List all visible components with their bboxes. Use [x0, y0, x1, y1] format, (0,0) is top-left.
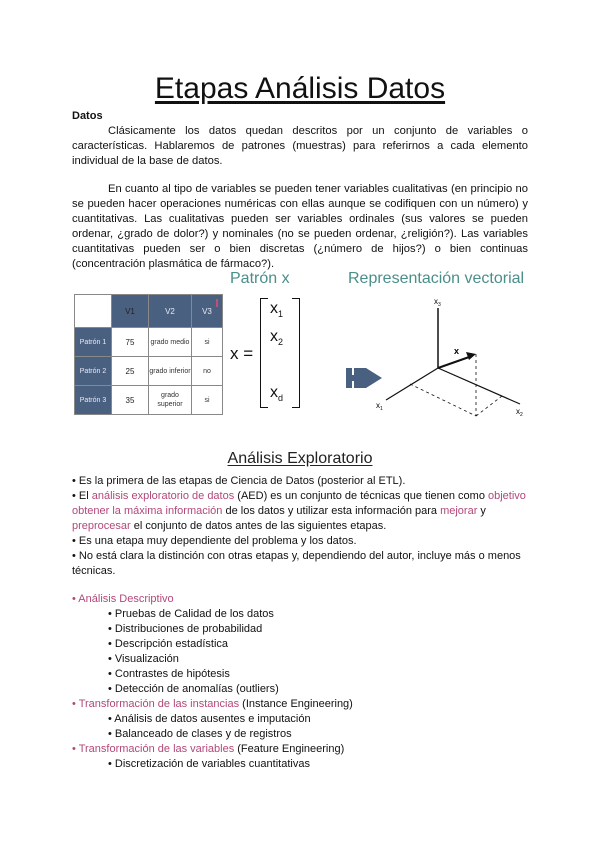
cell-v2: grado superior	[149, 386, 192, 415]
table-row	[75, 328, 223, 357]
matrix-element-2: $x_2$	[270, 328, 284, 348]
outline-item: • Pruebas de Calidad de los datos	[108, 608, 274, 620]
outline-item: • Detección de anomalías (outliers)	[108, 683, 279, 695]
cell-v1: 25	[112, 357, 149, 386]
paragraph-text: En cuanto al tipo de variables se pueden tener variables cualitativas (en principio no se pueden hacer operaciones numéricas con ellas aunque se codifiquen con un número) y cuantitativas. Las cualitativas pueden ser variables ordinales (sus valores se pueden ordenar, ¿grado de dolor?) y nominales (no se pueden ordenar, ¿religión?). Las variables cuantitativas pueden ser o bien discretas (¿número de hijos?) o bien continuas (concentración plasmática de fármaco?).	[72, 183, 528, 270]
highlight-text: objetivo obtener la máxima información	[72, 490, 526, 517]
bullet-item-aed: • El análisis exploratorio de datos (AED) es un conjunto de técnicas que tienen como objetivo obtener la máxima información de los datos y utilizar esta información para mejorar y preprocesar el conjunto de datos antes de las siguientes etapas.	[72, 490, 526, 532]
table-corner-cell	[75, 295, 112, 328]
table-row	[75, 386, 223, 415]
outline-item: • Balanceado de clases y de registros	[108, 728, 292, 740]
section-heading-exploratory: Análisis Exploratorio	[227, 450, 373, 467]
matrix-element-1: $x_1$	[270, 300, 284, 320]
cell-v3: si	[192, 386, 223, 415]
outline-item: • Visualización	[108, 653, 179, 665]
cell-v3: si	[192, 328, 223, 357]
axis-x3-label: $x_3$	[434, 297, 441, 308]
cell-v2: grado inferior	[149, 357, 192, 386]
row-label: Patrón 2	[75, 357, 112, 386]
table-header-v3: V3	[192, 295, 223, 328]
vector-representation-title: Representación vectorial	[348, 270, 525, 287]
section-heading-datos: Datos	[72, 110, 103, 122]
row-label: Patrón 3	[75, 386, 112, 415]
outline-item: • Discretización de variables cuantitativas	[108, 758, 310, 770]
bullet-item: • No está clara la distinción con otras etapas y, dependiendo del autor, incluye más o menos técnicas.	[72, 550, 521, 577]
right-bracket	[292, 298, 300, 408]
paragraph-patterns	[72, 124, 528, 169]
exploratory-bullets	[72, 474, 532, 579]
table-header-v2: V2	[149, 295, 192, 328]
matrix-element-d: $x_d$	[270, 384, 284, 404]
vector-x-label: x	[454, 346, 460, 356]
bullet-item: • Es una etapa muy dependiente del problema y los datos.	[72, 535, 357, 547]
cell-v1: 35	[112, 386, 149, 415]
table-row	[75, 357, 223, 386]
technique-outline	[72, 592, 353, 772]
axis-x2-label: $x_2$	[516, 407, 523, 418]
highlight-text: preprocesar	[72, 520, 131, 532]
pattern-table	[74, 294, 223, 415]
outline-group-descriptive: • Análisis Descriptivo	[72, 593, 174, 605]
row-label: Patrón 1	[75, 328, 112, 357]
highlight-text: mejorar	[440, 505, 478, 517]
paragraph-variable-types	[72, 182, 528, 272]
left-bracket	[260, 298, 268, 408]
outline-item: • Contrastes de hipótesis	[108, 668, 230, 680]
pink-marker	[216, 299, 218, 307]
outline-group-variables: • Transformación de las variables (Feature Engineering)	[72, 743, 345, 755]
page-title: Etapas Análisis Datos	[154, 72, 446, 105]
axis-x1-label: $x_1$	[376, 401, 383, 412]
table-header-v1: V1	[112, 295, 149, 328]
cell-v2: grado medio	[149, 328, 192, 357]
cell-v1: 75	[112, 328, 149, 357]
highlight-text: análisis exploratorio de datos	[91, 490, 235, 502]
pattern-vector-matrix	[230, 298, 310, 410]
pattern-figure	[72, 270, 532, 420]
outline-item: • Análisis de datos ausentes e imputación	[108, 713, 311, 725]
bullet-item: • Es la primera de las etapas de Ciencia de Datos (posterior al ETL).	[72, 475, 406, 487]
outline-item: • Descripción estadística	[108, 638, 229, 650]
patron-title: Patrón x	[230, 270, 290, 287]
vector-3d-diagram	[372, 292, 532, 420]
outline-item: • Distribuciones de probabilidad	[108, 623, 263, 635]
outline-group-instances: • Transformación de las instancias (Instance Engineering)	[72, 698, 353, 710]
paragraph-text: Clásicamente los datos quedan descritos por un conjunto de variables o características. Hablaremos de patrones (muestras) para referirnos a cada elemento individual de la base de datos.	[72, 125, 528, 167]
cell-v3: no	[192, 357, 223, 386]
matrix-lhs: x =	[230, 344, 254, 363]
